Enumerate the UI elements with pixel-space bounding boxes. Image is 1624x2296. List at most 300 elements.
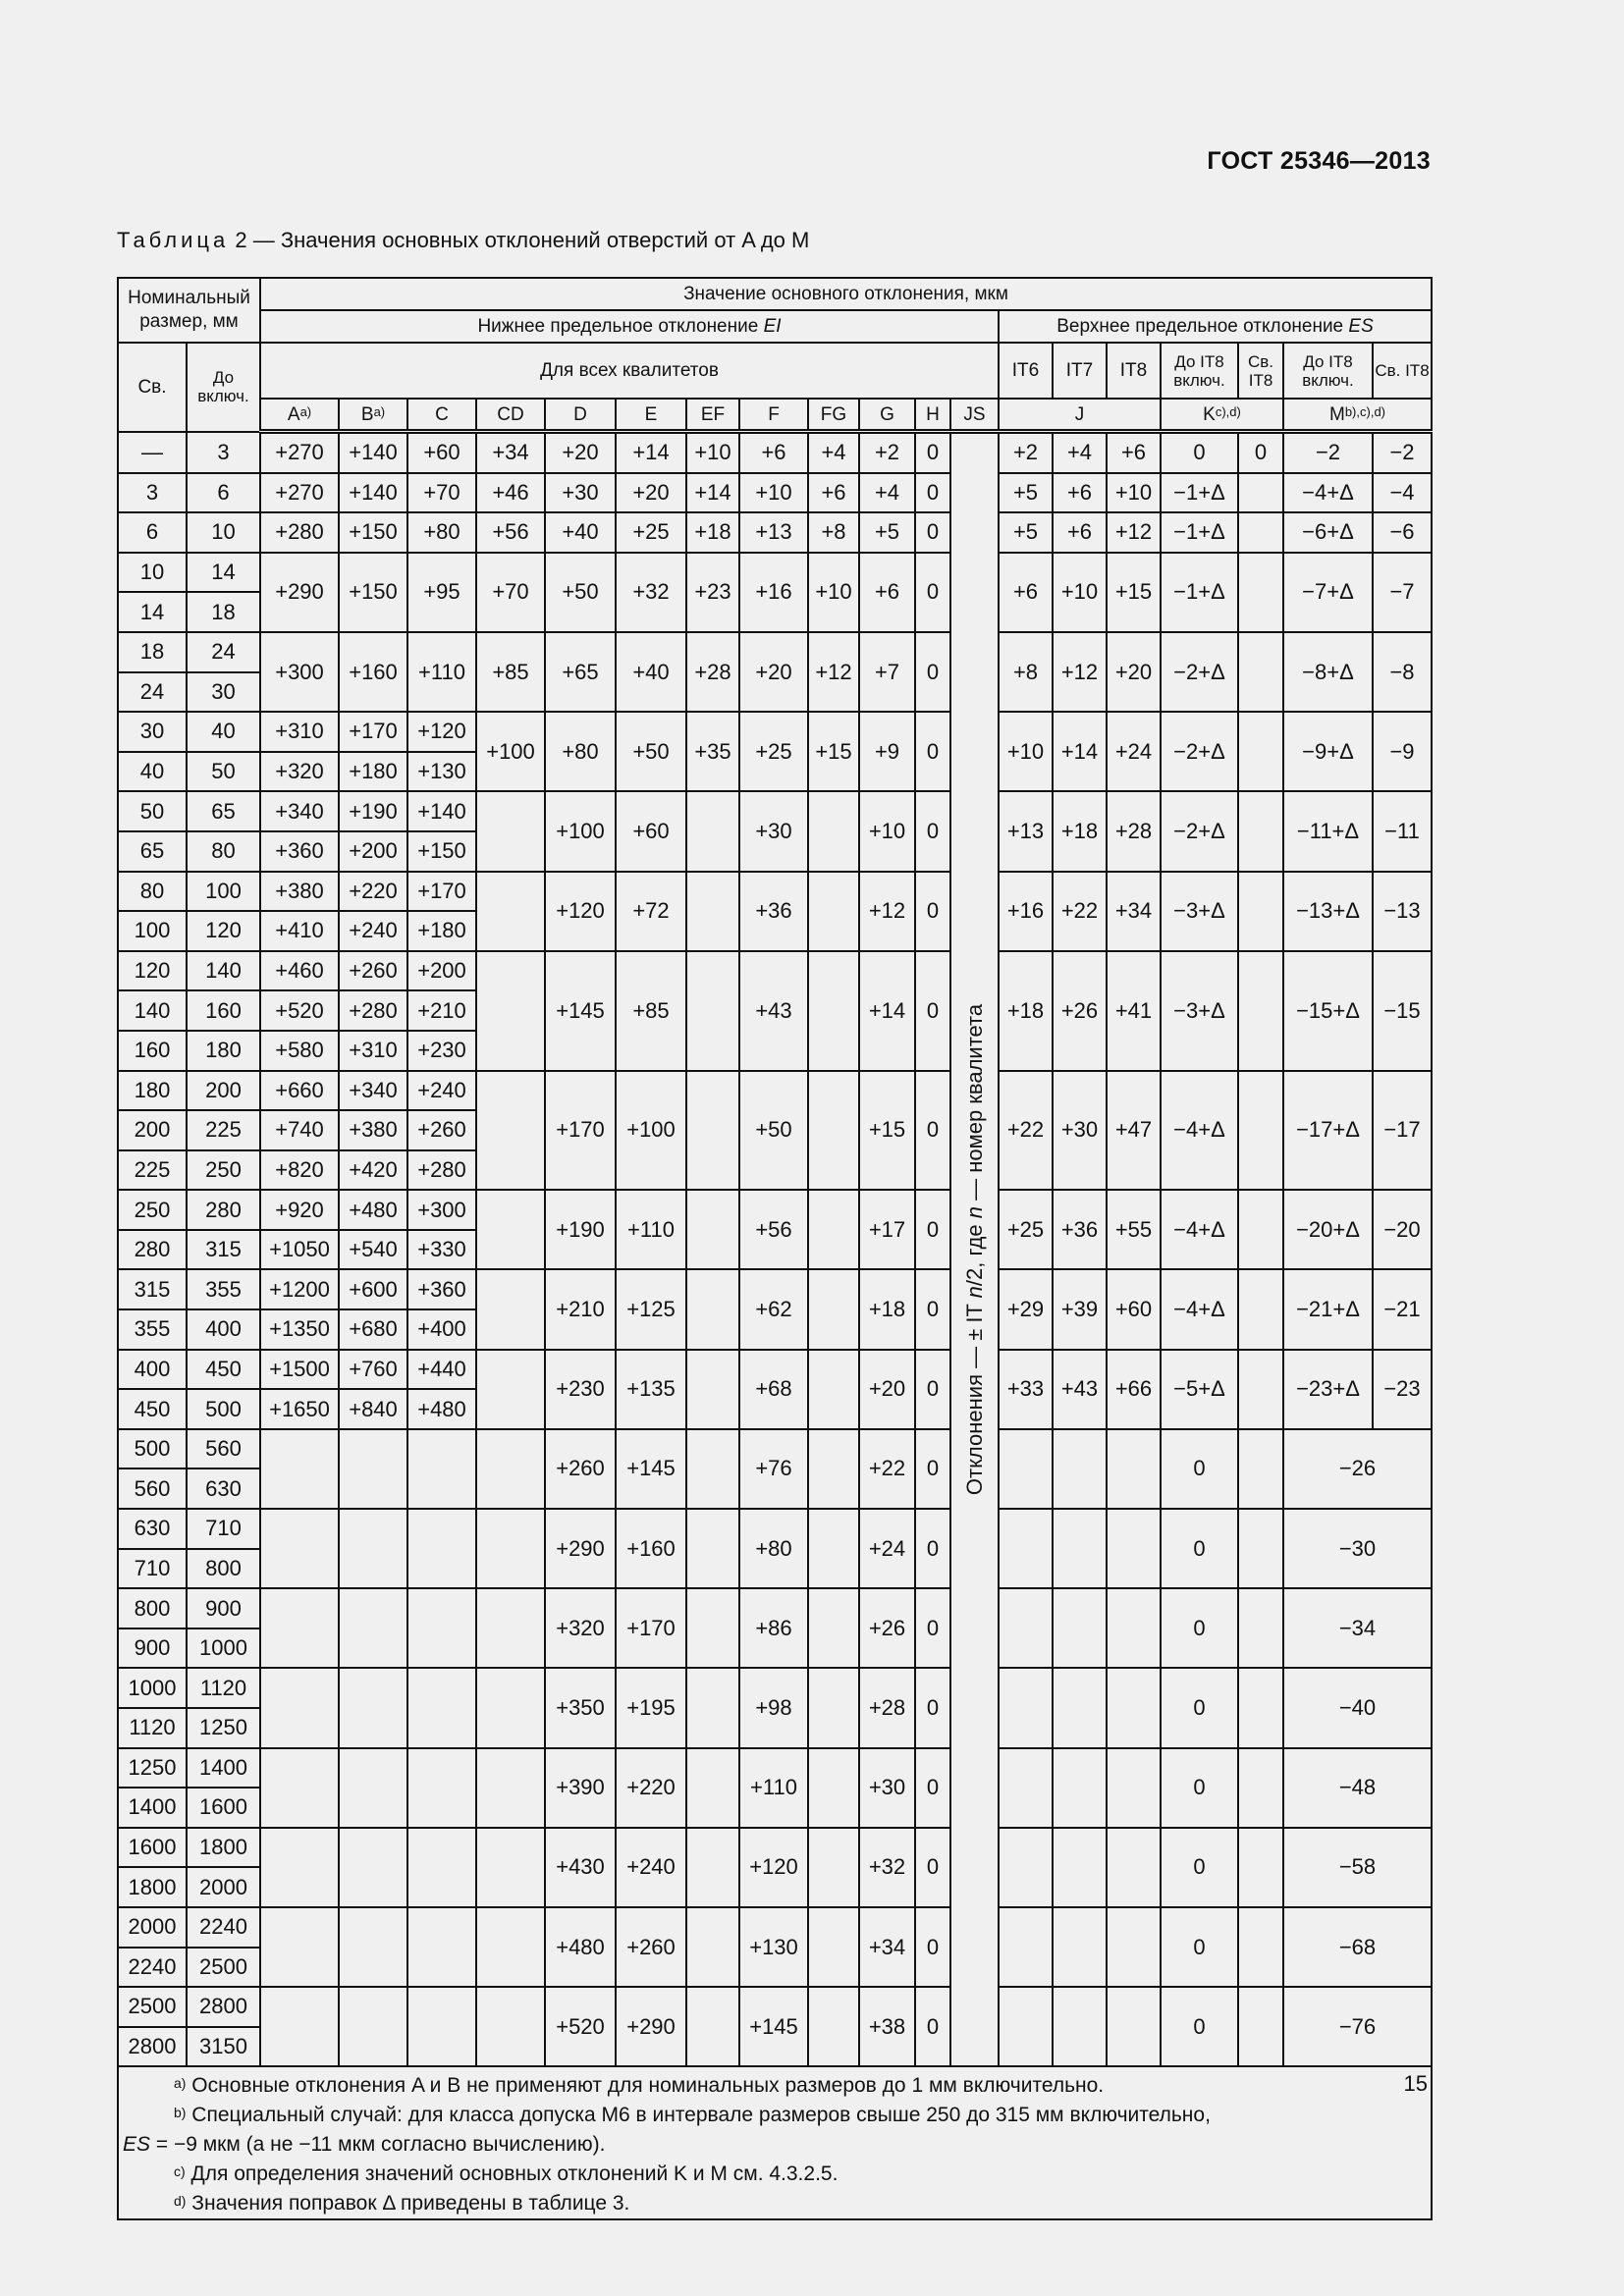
table-cell: +740 bbox=[260, 1110, 339, 1150]
table-cell: 355 bbox=[118, 1309, 187, 1350]
table-cell: +160 bbox=[339, 632, 407, 712]
table-cell: 1120 bbox=[118, 1708, 187, 1748]
table-cell: −15+Δ bbox=[1283, 951, 1373, 1071]
table-cell: +46 bbox=[476, 473, 545, 513]
table-cell: +36 bbox=[739, 872, 808, 951]
col-e: E bbox=[616, 399, 686, 432]
table-cell: +520 bbox=[260, 990, 339, 1031]
table-cell: +660 bbox=[260, 1071, 339, 1111]
table-cell bbox=[808, 1071, 859, 1191]
table-cell bbox=[686, 872, 739, 951]
table-cell bbox=[1107, 1748, 1161, 1828]
table-cell: +290 bbox=[545, 1509, 616, 1588]
table-cell: +72 bbox=[616, 872, 686, 951]
table-cell: 80 bbox=[187, 831, 260, 872]
table-cell: −21 bbox=[1373, 1269, 1432, 1349]
table-cell: +290 bbox=[616, 1987, 686, 2066]
table-cell: +100 bbox=[545, 791, 616, 871]
table-cell bbox=[476, 1269, 545, 1349]
table-cell bbox=[808, 872, 859, 951]
table-cell: 0 bbox=[915, 1509, 950, 1588]
table-cell bbox=[1238, 1987, 1283, 2066]
table-cell bbox=[476, 951, 545, 1071]
table-cell: +40 bbox=[545, 512, 616, 553]
table-cell: +400 bbox=[407, 1309, 476, 1350]
table-cell: +10 bbox=[999, 712, 1053, 791]
table-cell: +56 bbox=[739, 1190, 808, 1269]
table-cell: −23+Δ bbox=[1283, 1350, 1373, 1429]
table-cell bbox=[1238, 791, 1283, 871]
table-cell: +680 bbox=[339, 1309, 407, 1350]
table-cell bbox=[808, 951, 859, 1071]
table-cell: +20 bbox=[1107, 632, 1161, 712]
table-cell: 355 bbox=[187, 1269, 260, 1309]
table-cell: +16 bbox=[739, 553, 808, 632]
table-cell: 18 bbox=[187, 592, 260, 632]
table-cell bbox=[1238, 1071, 1283, 1191]
table-cell: +28 bbox=[686, 632, 739, 712]
table-cell: −8 bbox=[1373, 632, 1432, 712]
table-cell: 0 bbox=[1161, 1828, 1238, 1907]
table-cell: +14 bbox=[859, 951, 915, 1071]
table-cell bbox=[1107, 1987, 1161, 2066]
table-cell: 3150 bbox=[187, 2027, 260, 2067]
table-cell: +26 bbox=[859, 1588, 915, 1668]
table-cell: 200 bbox=[118, 1110, 187, 1150]
table-cell bbox=[407, 1748, 476, 1828]
table-cell: +68 bbox=[739, 1350, 808, 1429]
table-cell bbox=[407, 1987, 476, 2066]
table-cell: +23 bbox=[686, 553, 739, 632]
table-cell bbox=[1107, 1668, 1161, 1747]
table-cell: +29 bbox=[999, 1269, 1053, 1349]
table-cell bbox=[1238, 512, 1283, 553]
table-cell: +230 bbox=[545, 1350, 616, 1429]
table-cell: +39 bbox=[1053, 1269, 1107, 1349]
table-cell: +15 bbox=[808, 712, 859, 791]
lower-deviation-header: Нижнее предельное отклонение EI bbox=[260, 310, 999, 343]
table-cell: +98 bbox=[739, 1668, 808, 1747]
table-cell bbox=[808, 1668, 859, 1747]
table-cell: +480 bbox=[545, 1907, 616, 1987]
table-cell: 0 bbox=[1161, 1588, 1238, 1668]
table-cell: +12 bbox=[1053, 632, 1107, 712]
table-cell: 630 bbox=[118, 1509, 187, 1549]
table-cell bbox=[339, 1748, 407, 1828]
table-cell: −15 bbox=[1373, 951, 1432, 1071]
table-cell bbox=[1238, 872, 1283, 951]
table-cell bbox=[1238, 473, 1283, 513]
table-cell: 1600 bbox=[118, 1828, 187, 1868]
table-cell: +120 bbox=[545, 872, 616, 951]
table-cell: +410 bbox=[260, 911, 339, 951]
table-cell bbox=[1107, 1907, 1161, 1987]
table-cell: 0 bbox=[1161, 432, 1238, 473]
table-cell bbox=[476, 1190, 545, 1269]
table-cell: 1800 bbox=[118, 1867, 187, 1907]
document-id: ГОСТ 25346—2013 bbox=[1207, 147, 1431, 175]
table-row bbox=[118, 1748, 1432, 1789]
table-cell: +62 bbox=[739, 1269, 808, 1349]
table-cell: 1400 bbox=[118, 1788, 187, 1828]
table-cell: +5 bbox=[859, 512, 915, 553]
table-cell bbox=[1053, 1509, 1107, 1588]
table-row bbox=[118, 1190, 1432, 1230]
table-cell bbox=[1107, 1588, 1161, 1668]
table-cell: −1+Δ bbox=[1161, 473, 1238, 513]
table-cell bbox=[1238, 1269, 1283, 1349]
table-cell bbox=[1238, 951, 1283, 1071]
js-note: Отклонения — ± IT n/2, где n — номер квалитета bbox=[961, 1004, 987, 1496]
col-a: $A^{a)}$ bbox=[260, 399, 339, 432]
table-cell: 0 bbox=[915, 1190, 950, 1269]
table-cell: +5 bbox=[999, 512, 1053, 553]
col-k: $K^{c),d)}$ bbox=[1161, 399, 1283, 432]
table-cell: +4 bbox=[859, 473, 915, 513]
table-cell bbox=[1107, 1828, 1161, 1907]
table-cell: 225 bbox=[118, 1150, 187, 1191]
table-cell bbox=[686, 1071, 739, 1191]
table-cell: 0 bbox=[915, 1269, 950, 1349]
table-cell bbox=[808, 1509, 859, 1588]
col-m: $M^{b),c),d)}$ bbox=[1283, 399, 1432, 432]
k-over-it8-header: Св. IT8 bbox=[1238, 343, 1283, 399]
table-cell: +4 bbox=[1053, 432, 1107, 473]
table-cell: −5+Δ bbox=[1161, 1350, 1238, 1429]
col-g: G bbox=[859, 399, 915, 432]
table-cell: 100 bbox=[187, 872, 260, 912]
table-cell: −4+Δ bbox=[1161, 1190, 1238, 1269]
table-cell: +22 bbox=[999, 1071, 1053, 1191]
table-cell: −34 bbox=[1283, 1588, 1432, 1668]
table-cell: +760 bbox=[339, 1350, 407, 1390]
table-cell: +300 bbox=[407, 1190, 476, 1230]
table-row bbox=[118, 1071, 1432, 1111]
table-cell bbox=[686, 1429, 739, 1509]
table-cell: −48 bbox=[1283, 1748, 1432, 1828]
table-cell: 2240 bbox=[118, 1948, 187, 1988]
table-cell bbox=[1053, 1429, 1107, 1509]
table-cell: +28 bbox=[859, 1668, 915, 1747]
table-cell: 2800 bbox=[187, 1987, 260, 2027]
table-cell: 160 bbox=[187, 990, 260, 1031]
table-cell: 400 bbox=[118, 1350, 187, 1390]
table-cell: −6+Δ bbox=[1283, 512, 1373, 553]
table-cell: +820 bbox=[260, 1150, 339, 1191]
table-cell bbox=[808, 1907, 859, 1987]
table-cell: 2000 bbox=[118, 1907, 187, 1948]
table-cell: −2+Δ bbox=[1161, 712, 1238, 791]
col-f: F bbox=[739, 399, 808, 432]
table-cell: +170 bbox=[545, 1071, 616, 1191]
table-cell: +25 bbox=[999, 1190, 1053, 1269]
table-cell: 0 bbox=[915, 512, 950, 553]
table-cell: +15 bbox=[859, 1071, 915, 1191]
all-grades-header: Для всех квалитетов bbox=[260, 343, 999, 399]
table-cell: +66 bbox=[1107, 1350, 1161, 1429]
table-cell: +280 bbox=[260, 512, 339, 553]
table-cell: +10 bbox=[1107, 473, 1161, 513]
table-cell: +18 bbox=[1053, 791, 1107, 871]
table-row bbox=[118, 1509, 1432, 1549]
table-cell: +25 bbox=[739, 712, 808, 791]
table-cell: +920 bbox=[260, 1190, 339, 1230]
table-cell: +33 bbox=[999, 1350, 1053, 1429]
table-cell bbox=[686, 1269, 739, 1349]
table-cell: +180 bbox=[407, 911, 476, 951]
table-cell: +60 bbox=[407, 432, 476, 473]
table-cell: 0 bbox=[915, 712, 950, 791]
table-cell bbox=[260, 1828, 339, 1907]
table-cell: +30 bbox=[739, 791, 808, 871]
table-cell: −11 bbox=[1373, 791, 1432, 871]
table-cell bbox=[1053, 1668, 1107, 1747]
table-cell: +18 bbox=[859, 1269, 915, 1349]
table-cell: 630 bbox=[187, 1468, 260, 1509]
table-cell: 2000 bbox=[187, 1867, 260, 1907]
table-cell bbox=[1238, 1668, 1283, 1747]
table-cell: +80 bbox=[407, 512, 476, 553]
table-cell: +30 bbox=[545, 473, 616, 513]
table-cell: +140 bbox=[407, 791, 476, 831]
table-cell: 100 bbox=[118, 911, 187, 951]
table-cell: 2240 bbox=[187, 1907, 260, 1948]
table-cell: +330 bbox=[407, 1230, 476, 1270]
table-row bbox=[118, 1350, 1432, 1390]
table-cell: +360 bbox=[407, 1269, 476, 1309]
table-cell: +13 bbox=[999, 791, 1053, 871]
table-cell: +43 bbox=[1053, 1350, 1107, 1429]
table-cell bbox=[260, 1987, 339, 2066]
table-cell: +30 bbox=[1053, 1071, 1107, 1191]
table-cell: 225 bbox=[187, 1110, 260, 1150]
table-cell: +6 bbox=[739, 432, 808, 473]
table-cell bbox=[1238, 1828, 1283, 1907]
table-cell: 2500 bbox=[118, 1987, 187, 2027]
table-cell bbox=[808, 1748, 859, 1828]
table-cell: +135 bbox=[616, 1350, 686, 1429]
table-cell: 50 bbox=[187, 752, 260, 792]
table-cell bbox=[808, 791, 859, 871]
table-cell: 1120 bbox=[187, 1668, 260, 1708]
table-cell: +580 bbox=[260, 1031, 339, 1071]
table-cell: +17 bbox=[859, 1190, 915, 1269]
table-cell bbox=[407, 1668, 476, 1747]
table-cell: 800 bbox=[118, 1588, 187, 1629]
table-cell: 250 bbox=[187, 1150, 260, 1191]
table-cell: +18 bbox=[999, 951, 1053, 1071]
table-cell: +65 bbox=[545, 632, 616, 712]
table-cell bbox=[476, 872, 545, 951]
table-cell: +125 bbox=[616, 1269, 686, 1349]
table-row bbox=[118, 1588, 1432, 1629]
table-cell: +20 bbox=[616, 473, 686, 513]
table-cell: +5 bbox=[999, 473, 1053, 513]
table-cell: 180 bbox=[187, 1031, 260, 1071]
table-cell bbox=[339, 1668, 407, 1747]
table-cell: 1250 bbox=[187, 1708, 260, 1748]
table-cell: +60 bbox=[1107, 1269, 1161, 1349]
table-cell: +12 bbox=[808, 632, 859, 712]
deviation-table bbox=[117, 277, 1433, 2067]
table-cell bbox=[476, 1828, 545, 1907]
table-row bbox=[118, 872, 1432, 912]
table-cell: +80 bbox=[545, 712, 616, 791]
table-cell: −7 bbox=[1373, 553, 1432, 632]
table-cell: +240 bbox=[339, 911, 407, 951]
table-cell: +190 bbox=[545, 1190, 616, 1269]
col-h: H bbox=[915, 399, 950, 432]
table-cell bbox=[339, 1429, 407, 1509]
table-cell bbox=[1053, 1987, 1107, 2066]
upto-header: До включ. bbox=[187, 343, 260, 432]
table-cell: +220 bbox=[339, 872, 407, 912]
table-cell: 0 bbox=[915, 1588, 950, 1668]
page-number: 15 bbox=[1403, 2071, 1428, 2096]
table-cell bbox=[260, 1907, 339, 1987]
table-cell: +35 bbox=[686, 712, 739, 791]
table-cell: 3 bbox=[187, 432, 260, 473]
table-cell bbox=[1238, 712, 1283, 791]
table-cell: +1650 bbox=[260, 1389, 339, 1429]
table-cell bbox=[1107, 1429, 1161, 1509]
table-cell bbox=[686, 791, 739, 871]
footnote-d: $^{d)}$ Значения поправок Δ приведены в таблице 3. bbox=[174, 2192, 630, 2215]
table-cell: −2+Δ bbox=[1161, 632, 1238, 712]
table-cell: +32 bbox=[616, 553, 686, 632]
table-cell: +8 bbox=[808, 512, 859, 553]
table-cell bbox=[1053, 1828, 1107, 1907]
table-cell: +150 bbox=[407, 831, 476, 872]
table-cell: −76 bbox=[1283, 1987, 1432, 2066]
table-row bbox=[118, 1907, 1432, 1948]
table-cell: +170 bbox=[407, 872, 476, 912]
table-cell: 0 bbox=[915, 1350, 950, 1429]
table-cell: 450 bbox=[118, 1389, 187, 1429]
table-cell: 900 bbox=[118, 1629, 187, 1669]
table-cell bbox=[1238, 1907, 1283, 1987]
table-cell: +12 bbox=[859, 872, 915, 951]
table-row bbox=[118, 1668, 1432, 1708]
caption-prefix: Таблица bbox=[117, 228, 230, 252]
table-cell bbox=[999, 1828, 1053, 1907]
table-cell bbox=[686, 1509, 739, 1588]
table-cell: 10 bbox=[187, 512, 260, 553]
table-cell: −17+Δ bbox=[1283, 1071, 1373, 1191]
table-cell: −20+Δ bbox=[1283, 1190, 1373, 1269]
table-cell: +145 bbox=[739, 1987, 808, 2066]
table-cell bbox=[808, 1987, 859, 2066]
table-cell: +24 bbox=[1107, 712, 1161, 791]
table-row bbox=[118, 473, 1432, 513]
table-cell: −2 bbox=[1373, 432, 1432, 473]
table-cell bbox=[999, 1748, 1053, 1828]
table-cell: −9+Δ bbox=[1283, 712, 1373, 791]
table-cell: +20 bbox=[859, 1350, 915, 1429]
table-cell: +140 bbox=[339, 473, 407, 513]
table-row bbox=[118, 1269, 1432, 1309]
table-cell: −7+Δ bbox=[1283, 553, 1373, 632]
table-cell: 500 bbox=[187, 1389, 260, 1429]
table-cell: 450 bbox=[187, 1350, 260, 1390]
table-cell: 0 bbox=[915, 791, 950, 871]
table-cell: 0 bbox=[915, 1668, 950, 1747]
table-cell: +32 bbox=[859, 1828, 915, 1907]
table-cell: +6 bbox=[1107, 432, 1161, 473]
table-cell: 315 bbox=[118, 1269, 187, 1309]
table-cell: 0 bbox=[1161, 1987, 1238, 2066]
table-cell: +230 bbox=[407, 1031, 476, 1071]
table-cell: +34 bbox=[859, 1907, 915, 1987]
table-cell: 0 bbox=[1161, 1509, 1238, 1588]
table-cell: −68 bbox=[1283, 1907, 1432, 1987]
table-cell: −40 bbox=[1283, 1668, 1432, 1747]
table-cell: +270 bbox=[260, 432, 339, 473]
table-cell: 200 bbox=[187, 1071, 260, 1111]
footnote-a: $^{a)}$ Основные отклонения A и B не применяют для номинальных размеров до 1 мм включительно. bbox=[174, 2074, 1105, 2097]
table-cell: −9 bbox=[1373, 712, 1432, 791]
table-cell: −8+Δ bbox=[1283, 632, 1373, 712]
table-cell bbox=[407, 1828, 476, 1907]
table-cell: 2500 bbox=[187, 1948, 260, 1988]
table-cell bbox=[1238, 1190, 1283, 1269]
table-cell: −13 bbox=[1373, 872, 1432, 951]
table-cell: +380 bbox=[339, 1110, 407, 1150]
table-cell: +16 bbox=[999, 872, 1053, 951]
footnote-c: $^{c)}$ Для определения значений основных отклонений K и M см. 4.3.2.5. bbox=[174, 2163, 839, 2185]
table-cell bbox=[476, 1509, 545, 1588]
table-cell: 3 bbox=[118, 473, 187, 513]
col-ef: EF bbox=[686, 399, 739, 432]
table-cell: +360 bbox=[260, 831, 339, 872]
table-cell bbox=[476, 1987, 545, 2066]
table-row bbox=[118, 432, 1432, 473]
table-cell bbox=[808, 1588, 859, 1668]
table-row bbox=[118, 1429, 1432, 1469]
table-cell: 65 bbox=[187, 791, 260, 831]
table-cell: +840 bbox=[339, 1389, 407, 1429]
table-cell: +6 bbox=[999, 553, 1053, 632]
table-cell: +340 bbox=[260, 791, 339, 831]
table-row bbox=[118, 512, 1432, 553]
table-cell: 0 bbox=[915, 1748, 950, 1828]
table-cell: +4 bbox=[808, 432, 859, 473]
table-cell: +70 bbox=[476, 553, 545, 632]
table-row bbox=[118, 1828, 1432, 1868]
table-cell: +60 bbox=[616, 791, 686, 871]
table-cell bbox=[1238, 1350, 1283, 1429]
table-cell: +240 bbox=[407, 1071, 476, 1111]
table-cell: +130 bbox=[739, 1907, 808, 1987]
table-cell: +180 bbox=[339, 752, 407, 792]
k-upto-it8-header: До IT8 включ. bbox=[1161, 343, 1238, 399]
table-cell: +100 bbox=[616, 1071, 686, 1191]
col-d: D bbox=[545, 399, 616, 432]
table-cell: +2 bbox=[859, 432, 915, 473]
table-cell: 710 bbox=[118, 1549, 187, 1589]
table-row bbox=[118, 791, 1432, 831]
table-cell: +195 bbox=[616, 1668, 686, 1747]
table-cell: 0 bbox=[1238, 432, 1283, 473]
table-cell: +390 bbox=[545, 1748, 616, 1828]
table-cell: +600 bbox=[339, 1269, 407, 1309]
table-cell: +9 bbox=[859, 712, 915, 791]
table-cell bbox=[339, 1588, 407, 1668]
table-cell: 30 bbox=[187, 672, 260, 713]
table-cell: +28 bbox=[1107, 791, 1161, 871]
table-row bbox=[118, 951, 1432, 991]
table-cell: 120 bbox=[118, 951, 187, 991]
